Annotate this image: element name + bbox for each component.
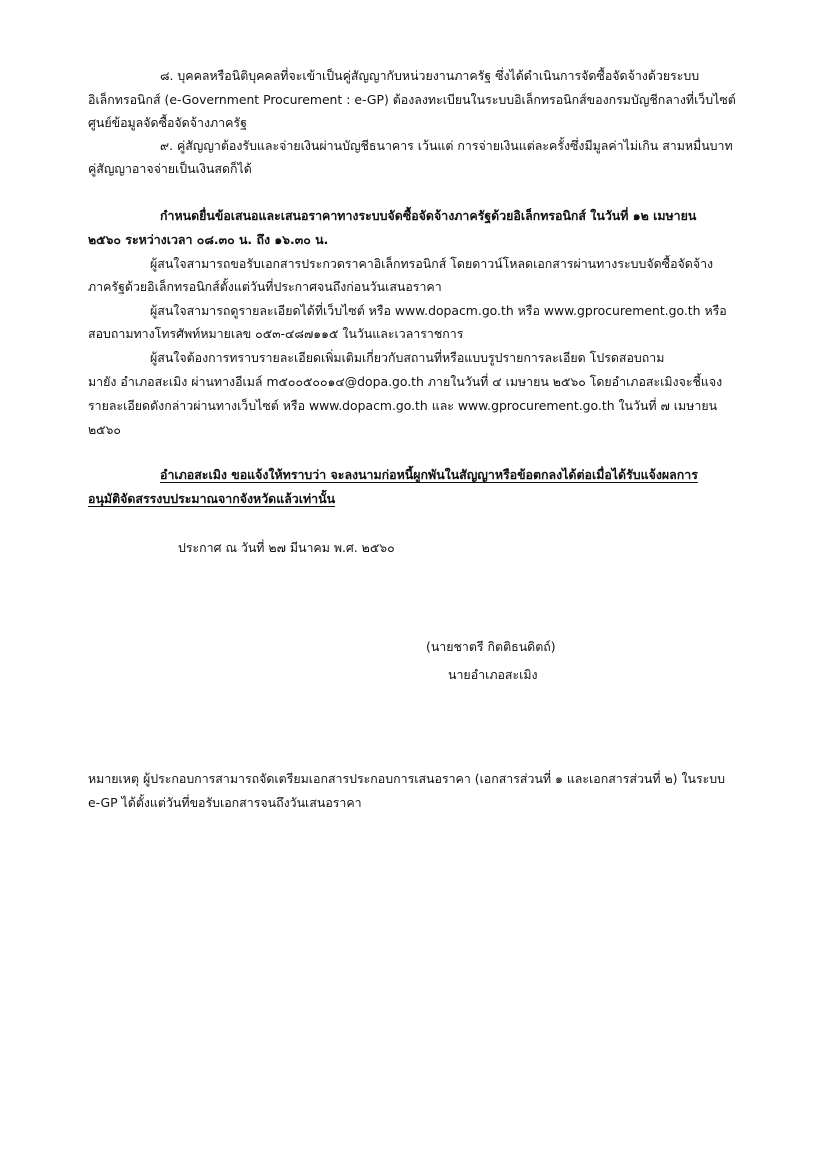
download-line-2: ภาครัฐด้วยอิเล็กทรอนิกส์ตั้งแต่วันที่ประกาศจนถึงก่อนวันเสนอราคา: [88, 279, 442, 294]
inquiry-line-1: ผู้สนใจต้องการทราบรายละเอียดเพิ่มเติมเกี่ยวกับสถานที่หรือแบบรูปรายการละเอียด โปรดสอบถาม: [150, 350, 665, 365]
item-8-line-2: อิเล็กทรอนิกส์ (e-Government Procurement : e-GP) ต้องลงทะเบียนในระบบอิเล็กทรอนิกส์ของกรมบัญชีกลางที่เว็บไซต์: [88, 92, 736, 107]
notice-line-1: อำเภอสะเมิง ขอแจ้งให้ทราบว่า จะลงนามก่อหนี้ผูกพันในสัญญาหรือข้อตกลงได้ต่อเมื่อได้รับแจ้งผลการ: [160, 467, 698, 482]
remark-line-1: หมายเหตุ ผู้ประกอบการสามารถจัดเตรียมเอกสารประกอบการเสนอราคา (เอกสารส่วนที่ ๑ และเอกสารส่วนที่ ๒) ในระบบ: [88, 771, 726, 786]
item-8-line-3: ศูนย์ข้อมูลจัดซื้อจัดจ้างภาครัฐ: [88, 115, 247, 130]
website-line-1: ผู้สนใจสามารถดูรายละเอียดได้ที่เว็บไซต์ หรือ www.dopacm.go.th หรือ www.gprocurement.go.th หรือ: [150, 303, 727, 318]
announcement-date: ประกาศ ณ วันที่ ๒๗ มีนาคม พ.ศ. ๒๕๖๐: [178, 540, 395, 555]
signer-name: (นายชาตรี กิตติธนดิตถ์): [426, 639, 556, 654]
deadline-line-1: กำหนดยื่นข้อเสนอและเสนอราคาทางระบบจัดซื้อจัดจ้างภาครัฐด้วยอิเล็กทรอนิกส์ ในวันที่ ๑๒ เมษายน: [160, 208, 697, 223]
notice-line-2: อนุมัติจัดสรรงบประมาณจากจังหวัดแล้วเท่านั้น: [88, 491, 336, 506]
website-line-2: สอบถามทางโทรศัพท์หมายเลข ๐๕๓-๔๘๗๑๑๕ ในวันและเวลาราชการ: [88, 326, 464, 341]
inquiry-line-2: มายัง อำเภอสะเมิง ผ่านทางอีเมล์ m๕๐๐๕๐๐๑๔@dopa.go.th ภายในวันที่ ๔ เมษายน ๒๕๖๐ โดยอำเภอสะเมิงจะชี้แจง: [88, 374, 723, 389]
download-line-1: ผู้สนใจสามารถขอรับเอกสารประกวดราคาอิเล็กทรอนิกส์ โดยดาวน์โหลดเอกสารผ่านทางระบบจัดซื้อจัดจ้าง: [150, 256, 714, 271]
remark-line-2: e-GP ได้ตั้งแต่วันที่ขอรับเอกสารจนถึงวันเสนอราคา: [88, 795, 362, 810]
inquiry-line-3: รายละเอียดดังกล่าวผ่านทางเว็บไซต์ หรือ www.dopacm.go.th และ www.gprocurement.go.th ในวันที่ ๗ เมษายน: [88, 398, 718, 413]
item-8-line-1: ๘. บุคคลหรือนิติบุคคลที่จะเข้าเป็นคู่สัญญากับหน่วยงานภาครัฐ ซึ่งได้ดำเนินการจัดซื้อจัดจ้างด้วยระบบ: [160, 68, 700, 83]
item-9-line-2: คู่สัญญาอาจจ่ายเป็นเงินสดก็ได้: [88, 161, 252, 176]
signer-title: นายอำเภอสะเมิง: [448, 667, 538, 682]
deadline-line-2: ๒๕๖๐ ระหว่างเวลา ๐๘.๓๐ น. ถึง ๑๖.๓๐ น.: [88, 232, 329, 247]
item-9-line-1: ๙. คู่สัญญาต้องรับและจ่ายเงินผ่านบัญชีธนาคาร เว้นแต่ การจ่ายเงินแต่ละครั้งซึ่งมีมูลค่าไม่เกิน สามหมื่นบาท: [160, 138, 733, 153]
inquiry-line-4: ๒๕๖๐: [88, 422, 121, 437]
